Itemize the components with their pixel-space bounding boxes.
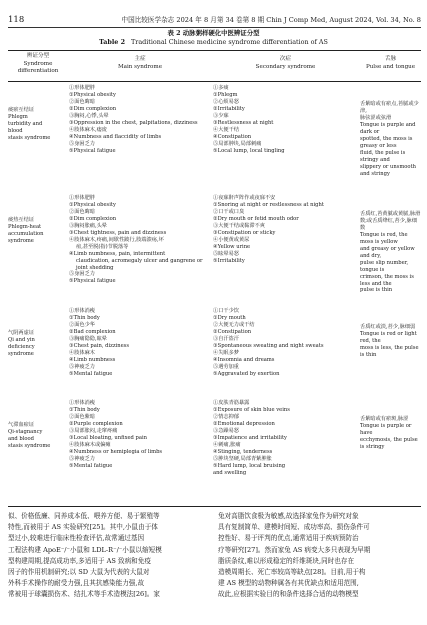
body-text-line: 常被用于球囊损伤术、结扎术等手术造模法[26]。家 bbox=[8, 590, 161, 599]
body-text-line: 建 AS 模型的动物种属各有其优缺点和适用范围, bbox=[218, 579, 359, 588]
body-column-right bbox=[218, 511, 421, 601]
main-syndrome-line: ②面色晦暗 bbox=[69, 98, 95, 105]
secondary-syndrome-cell bbox=[213, 195, 356, 265]
body-text-line: 似、价格低廉、同养成本低、喂养方便、易于繁殖等 bbox=[8, 512, 160, 520]
secondary-syndrome-line: ⑤局部肿块,局部刺痛 bbox=[213, 140, 262, 147]
body-text-line: 因子的作用机制研究;以 SD 大鼠为代表的大鼠对 bbox=[8, 568, 150, 577]
running-header bbox=[8, 14, 421, 26]
main-syndrome-line: ⑤身困乏力 bbox=[69, 271, 95, 278]
secondary-syndrome-line: ③大便干结或黏滞不爽 bbox=[213, 222, 265, 229]
secondary-syndrome-line: ①Phlegm bbox=[213, 91, 238, 98]
main-syndrome-cell bbox=[69, 85, 209, 155]
syndrome-line: deficiency bbox=[8, 343, 35, 350]
main-syndrome-line: ①Physical obesity bbox=[69, 91, 116, 98]
main-syndrome-line: ②Dim complexion bbox=[69, 215, 117, 222]
body-text-line: 脂质条纹,难以形成稳定的纤维斑块,同时也存在 bbox=[218, 556, 355, 565]
secondary-syndrome-line: ④Yellow urine bbox=[213, 243, 251, 250]
secondary-syndrome-line: ②Dry mouth or fetid mouth odor bbox=[213, 215, 299, 222]
syndrome-line: accumulation bbox=[8, 230, 44, 237]
body-text-line: 疗等研究[27]。然而家兔 AS 病变大多只表现为早期 bbox=[218, 545, 371, 554]
body-text-line: 兔对高脂饮食极为敏感,故选择家兔作为研究对象 bbox=[218, 512, 359, 520]
main-syndrome-line: ⑤神疲乏力 bbox=[69, 455, 95, 462]
body-text-line: 造模周期长、死亡率较高等缺点[28]。目前,用于构 bbox=[218, 568, 366, 577]
pulse-tongue-line: 脉弦涩或弦滑 bbox=[360, 114, 392, 121]
main-syndrome-line: ④Limb numbness, pain, intermittent bbox=[69, 250, 166, 257]
syndrome-cell bbox=[8, 422, 68, 450]
body-column-left bbox=[8, 511, 209, 601]
secondary-syndrome-line: ①Exposure of skin blue veins bbox=[213, 406, 290, 413]
pulse-tongue-line: 舌紫暗或有瘀斑,脉涩 bbox=[360, 416, 409, 422]
secondary-syndrome-line: ⑤肿块坚硬,局部青紫肿胀 bbox=[213, 455, 272, 462]
pulse-tongue-line: and greasy or yellow and dry, bbox=[360, 245, 415, 259]
secondary-syndrome-line: ③Impatience and irritability bbox=[213, 434, 287, 441]
pulse-tongue-line: slippery or unsmooth and stringy bbox=[360, 163, 416, 177]
pulse-tongue-line: 舌质红,苔黄腻或黄腻,脉滑 bbox=[360, 211, 421, 217]
body-text-line: 工程法构建 ApoE⁻/⁻小鼠和 LDL-R⁻/⁻小鼠以缩短模 bbox=[8, 545, 162, 554]
col-header-pulse: 舌脉 Pulse and tongue bbox=[365, 56, 416, 70]
secondary-syndrome-line: ④Insomnia and dreams bbox=[213, 356, 275, 363]
secondary-syndrome-line: ②情志抑郁 bbox=[213, 413, 239, 420]
secondary-syndrome-line: ⑤Irritability bbox=[213, 257, 245, 264]
secondary-syndrome-line: ⑤Local lump, local tingling bbox=[213, 147, 285, 154]
main-syndrome-line: joint shedding bbox=[76, 264, 114, 271]
secondary-syndrome-line: ④大便干结 bbox=[213, 126, 239, 133]
syndrome-cell bbox=[8, 217, 68, 245]
secondary-syndrome-cell bbox=[213, 85, 356, 155]
secondary-syndrome-line: ①Dry mouth bbox=[213, 314, 246, 321]
main-syndrome-line: ⑤身困乏力 bbox=[69, 140, 95, 147]
main-syndrome-line: ③局部胀闷,走窜疼痛 bbox=[69, 427, 118, 434]
body-text-line: 控性好、易于评判的优点,通常适用于疾病预防治 bbox=[218, 534, 359, 543]
pulse-tongue-line: Tongue is purple and dark or bbox=[360, 121, 416, 135]
main-syndrome-line: ④肢体麻木或偏瘫 bbox=[69, 441, 111, 448]
pulse-tongue-line: pulse is thin bbox=[360, 287, 393, 294]
main-syndrome-line: ③胸痛隐隐,眩晕 bbox=[69, 335, 107, 342]
syndrome-line: 气滞血瘀证 bbox=[8, 422, 34, 428]
syndrome-line: stasis syndrome bbox=[8, 442, 51, 449]
main-syndrome-line: ③Chest tightness, pain and dizziness bbox=[69, 229, 167, 236]
syndrome-line: blood bbox=[8, 127, 23, 134]
pulse-tongue-line: pulse slip number, tongue is bbox=[360, 259, 409, 273]
syndrome-line: stasis syndrome bbox=[8, 134, 51, 141]
main-syndrome-line: ④Numbness or hemiplegia of limbs bbox=[69, 448, 163, 455]
syndrome-line: syndrome bbox=[8, 350, 34, 357]
secondary-syndrome-line: ①皮肤青筋暴露 bbox=[213, 400, 250, 406]
table-caption: Traditional Chinese medicine syndrome differentiation of AS bbox=[131, 38, 328, 46]
syndrome-line: syndrome bbox=[8, 237, 34, 244]
pulse-tongue-line: 舌紫暗或有瘀点,苔腻或少津, bbox=[360, 101, 419, 114]
main-syndrome-line: ④Limb numbness bbox=[69, 356, 116, 363]
main-syndrome-line: ②面色晦暗 bbox=[69, 208, 95, 215]
secondary-syndrome-line: ②口干或口臭 bbox=[213, 208, 245, 215]
main-syndrome-cell bbox=[69, 308, 209, 378]
secondary-syndrome-line: ①Snoring at night or restlessness at night bbox=[213, 201, 324, 208]
pulse-tongue-cell bbox=[360, 416, 421, 451]
secondary-syndrome-line: ①多痰 bbox=[213, 85, 229, 91]
body-text-line: 型过小,较难进行临床性检查评估,故常通过基因 bbox=[8, 534, 145, 543]
pulse-tongue-line: Tongue is red or light red, the bbox=[360, 330, 417, 344]
secondary-syndrome-line: ④小便黄或黄尿 bbox=[213, 236, 250, 243]
main-syndrome-line: ③Chest pain, dizziness bbox=[69, 342, 129, 349]
main-syndrome-line: ①Thin body bbox=[69, 406, 100, 413]
table-title-en bbox=[0, 38, 427, 47]
main-syndrome-line: ②Dim complexion bbox=[69, 105, 117, 112]
main-syndrome-line: ①形体肥胖 bbox=[69, 85, 95, 91]
main-syndrome-line: ①Physical obesity bbox=[69, 201, 116, 208]
secondary-syndrome-line: ⑤Aggravated by exertion bbox=[213, 370, 280, 377]
secondary-syndrome-line: ③少寐 bbox=[213, 112, 229, 119]
pulse-tongue-line: 舌质红或淡,苔少,脉细弱 bbox=[360, 324, 416, 330]
table-header-rule bbox=[8, 81, 421, 82]
main-syndrome-line: ⑤Mental fatigue bbox=[69, 462, 113, 469]
pulse-tongue-line: crimson, the moss is less and the bbox=[360, 273, 414, 287]
page-number: 118 bbox=[8, 15, 25, 25]
pulse-tongue-cell bbox=[360, 324, 421, 359]
secondary-syndrome-line: ③自汗盗汗 bbox=[213, 335, 239, 342]
syndrome-line: Qi-stagnancy bbox=[8, 428, 43, 435]
body-text-line: 外科手术操作的耐受力强,且其抗感染能力强,故 bbox=[8, 579, 145, 588]
main-syndrome-line: ④Numbness and flaccidity of limbs bbox=[69, 133, 162, 140]
main-syndrome-line: 疽,甚至脱(指)节脱落等 bbox=[76, 243, 129, 250]
pulse-tongue-cell bbox=[360, 211, 421, 294]
syndrome-line: 气阴两虚证 bbox=[8, 330, 34, 336]
main-syndrome-line: ③胸闷胀痛,头晕 bbox=[69, 222, 107, 229]
syndrome-line: turbidity and bbox=[8, 120, 43, 127]
main-syndrome-line: ⑤Physical fatigue bbox=[69, 147, 116, 154]
header-rule bbox=[8, 27, 421, 28]
secondary-syndrome-line: ②心烦易怒 bbox=[213, 98, 239, 105]
syndrome-line: Qi and yin bbox=[8, 336, 35, 343]
body-text-line: 型构建周期,提高成功率,多适用于 AS 致病和免疫 bbox=[8, 556, 151, 565]
secondary-syndrome-line: ③Constipation or sticky bbox=[213, 229, 276, 236]
main-syndrome-line: ⑤Mental fatigue bbox=[69, 370, 113, 377]
main-syndrome-line: ②面色紫暗 bbox=[69, 413, 95, 420]
table-title-cn: 表 2 动脉粥样硬化中医辨证分型 bbox=[167, 29, 260, 37]
body-text-line: 故此,应根据实验目的和条件选择合适的动物模型 bbox=[218, 590, 359, 599]
main-syndrome-line: ⑤神疲乏力 bbox=[69, 363, 95, 370]
main-syndrome-line: ④肢体麻木,痿废 bbox=[69, 126, 107, 133]
syndrome-line: 痰热互结证 bbox=[8, 217, 34, 223]
secondary-syndrome-line: ⑤眩晕易怒 bbox=[213, 250, 239, 257]
pulse-tongue-line: ecchymosis, the pulse is stringy bbox=[360, 436, 418, 450]
pulse-tongue-line: Tongue is red, the moss is yellow bbox=[360, 231, 408, 245]
main-syndrome-line: ①形体消瘦 bbox=[69, 400, 95, 406]
secondary-syndrome-line: ②Irritability bbox=[213, 105, 245, 112]
main-syndrome-line: ①形体肥胖 bbox=[69, 195, 95, 201]
syndrome-line: Phlegm bbox=[8, 113, 28, 120]
syndrome-line: 痰瘀互结证 bbox=[8, 107, 34, 113]
secondary-syndrome-line: ①口干少饮 bbox=[213, 308, 239, 314]
secondary-syndrome-line: ⑤遇劳加重 bbox=[213, 363, 239, 370]
body-text-line: 特性,而被用于 AS 实验研究[25]。其中,小鼠由于体 bbox=[8, 523, 158, 532]
secondary-syndrome-line: ②Emotional depression bbox=[213, 420, 275, 427]
main-syndrome-cell bbox=[69, 400, 209, 470]
secondary-syndrome-line: ④失眠多梦 bbox=[213, 349, 239, 356]
secondary-syndrome-cell bbox=[213, 400, 356, 476]
syndrome-cell bbox=[8, 330, 68, 358]
secondary-syndrome-line: ⑤Hard lump, local bruising bbox=[213, 462, 286, 469]
table-label: Table 2 bbox=[99, 38, 126, 46]
main-syndrome-line: ③Oppression in the chest, palpitations, dizziness bbox=[69, 119, 198, 126]
pulse-tongue-line: moss is less, the pulse is thin bbox=[360, 344, 419, 358]
main-syndrome-cell bbox=[69, 195, 209, 285]
secondary-syndrome-line: ③Restlessness at night bbox=[213, 119, 274, 126]
pulse-tongue-line: spotted, the moss is greasy or less bbox=[360, 135, 413, 149]
syndrome-cell bbox=[8, 107, 68, 142]
secondary-syndrome-line: ③急躁易怒 bbox=[213, 427, 239, 434]
secondary-syndrome-line: ②大便无力或干结 bbox=[213, 321, 255, 328]
secondary-syndrome-line: ③Spontaneous sweating and night sweats bbox=[213, 342, 324, 349]
journal-citation: 中国比较医学杂志 2024 年 8 月第 34 卷第 8 期 Chin J Comp Med, August 2024, Vol. 34, No. 8 bbox=[121, 16, 421, 24]
main-syndrome-line: ④肢体麻木,疼痛,间歇性跛行,肢端溃疡,坏 bbox=[69, 236, 164, 243]
main-syndrome-line: ⑤Physical fatigue bbox=[69, 278, 116, 285]
pulse-tongue-line: fluid, the pulse is stringy and bbox=[360, 149, 406, 163]
secondary-syndrome-line: ④Constipation bbox=[213, 133, 252, 140]
pulse-tongue-line: Tongue is purple or have bbox=[360, 422, 412, 436]
main-syndrome-line: claudication, acromegaly ulcer and gangrene or bbox=[76, 257, 203, 264]
syndrome-line: and blood bbox=[8, 435, 34, 442]
pulse-tongue-cell bbox=[360, 101, 421, 177]
main-syndrome-line: ②面色少华 bbox=[69, 321, 95, 328]
main-syndrome-line: ④肢体麻木 bbox=[69, 349, 95, 356]
col-header-secondary: 次症 Secondary syndrome bbox=[255, 56, 316, 70]
syndrome-line: Phlegm-heat bbox=[8, 223, 42, 230]
main-syndrome-line: ①Thin body bbox=[69, 314, 100, 321]
secondary-syndrome-line: ④Stinging, tenderness bbox=[213, 448, 273, 455]
main-syndrome-line: ②Purple complexion bbox=[69, 420, 123, 427]
secondary-syndrome-line: ④刺痛,胀痛 bbox=[213, 441, 241, 448]
secondary-syndrome-line: ①夜寐鼾声阵作或夜寐不安 bbox=[213, 195, 276, 201]
secondary-syndrome-line: and swelling bbox=[213, 469, 247, 476]
pulse-tongue-line: 数;或舌质绛红,苔少,脉细数 bbox=[360, 217, 417, 231]
main-syndrome-line: ①形体消瘦 bbox=[69, 308, 95, 314]
secondary-syndrome-cell bbox=[213, 308, 356, 378]
col-header-main: 主症 Main syndrome bbox=[117, 56, 163, 70]
table-bottom-rule bbox=[8, 506, 421, 507]
main-syndrome-line: ②Bad complexion bbox=[69, 328, 116, 335]
secondary-syndrome-line: ②Constipation bbox=[213, 328, 252, 335]
col-header-syndrome: 辨证分型 Syndrome differentiation bbox=[17, 53, 59, 74]
main-syndrome-line: ③胸闷,心悸,头晕 bbox=[69, 112, 109, 119]
table-header bbox=[8, 50, 421, 81]
body-text-line: 具有复制简单、建模时间短、成功率高、损伤条件可 bbox=[218, 523, 370, 532]
main-syndrome-line: ③Local bloating, unfixed pain bbox=[69, 434, 147, 441]
